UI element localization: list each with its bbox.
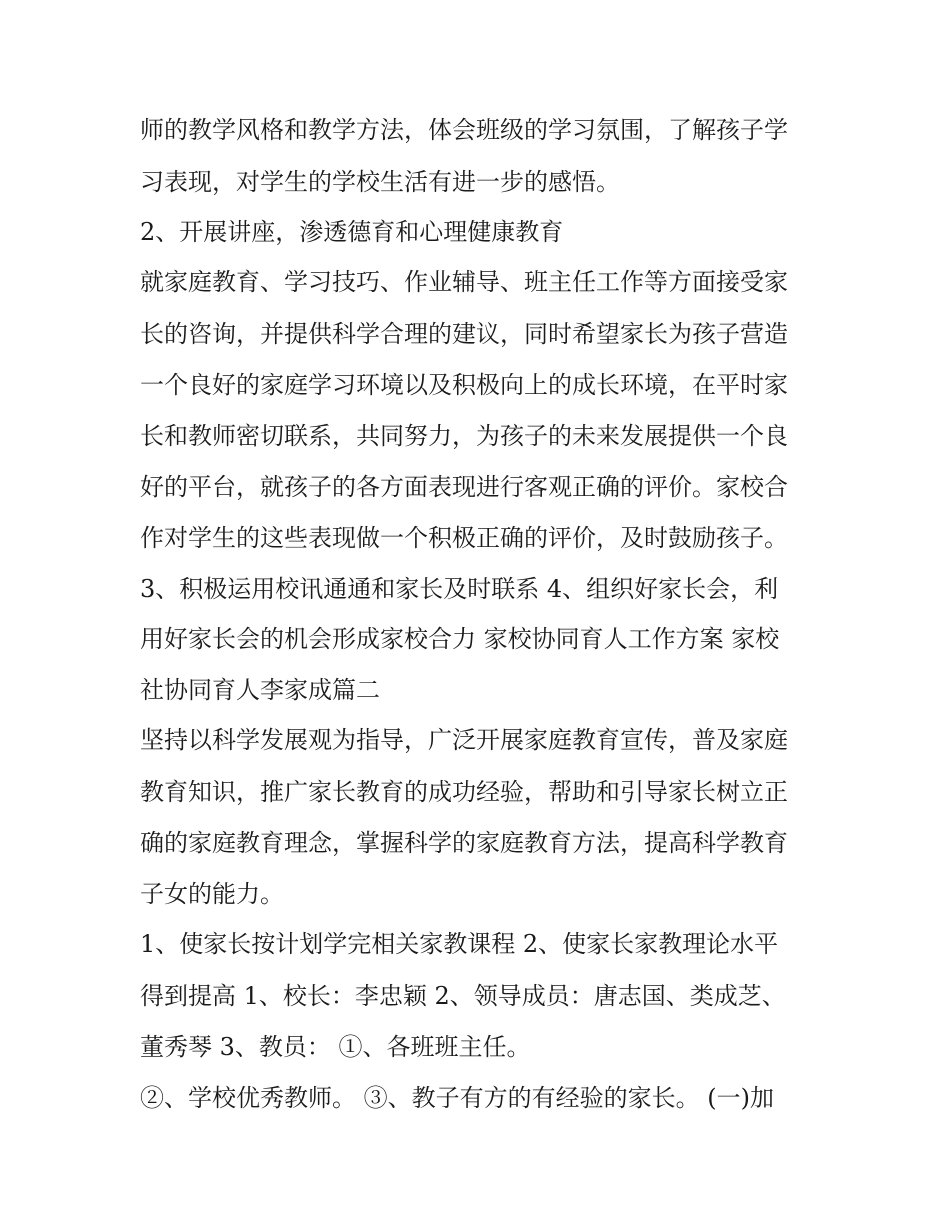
text-line: 1、使家长按计划学完相关家教课程 2、使家长家教理论水平 bbox=[140, 930, 779, 958]
text-line: 教育知识，推广家长教育的成功经验，帮助和引导家长树立正 bbox=[140, 778, 788, 806]
text-line: 确的家庭教育理念，掌握科学的家庭教育方法，提高科学教育 bbox=[140, 829, 788, 857]
text-line: 用好家长会的机会形成家校合力 家校协同育人工作方案 家校 bbox=[140, 625, 780, 653]
text-line: 坚持以科学发展观为指导，广泛开展家庭教育宣传，普及家庭 bbox=[140, 726, 788, 754]
text-line: 3、积极运用校讯通通和家长及时联系 4、组织好家长会，利 bbox=[140, 575, 779, 603]
section-heading: 2、开展讲座，渗透德育和心理健康教育 bbox=[140, 218, 564, 246]
text-line: 就家庭教育、学习技巧、作业辅导、班主任工作等方面接受家 bbox=[140, 268, 788, 296]
text-line: 董秀琴 3、教员： ①、各班班主任。 bbox=[140, 1033, 531, 1061]
text-line: 社协同育人李家成篇二 bbox=[140, 676, 380, 704]
text-line: 子女的能力。 bbox=[140, 880, 284, 908]
text-line: 好的平台，就孩子的各方面表现进行客观正确的评价。家校合 bbox=[140, 473, 788, 501]
text-line: ②、学校优秀教师。 ③、教子有方的有经验的家长。 (一)加 bbox=[140, 1084, 774, 1112]
text-line: 长的咨询，并提供科学合理的建议，同时希望家长为孩子营造 bbox=[140, 320, 788, 348]
text-line: 一个良好的家庭学习环境以及积极向上的成长环境，在平时家 bbox=[140, 371, 788, 399]
text-line: 得到提高 1、校长：李忠颖 2、领导成员：唐志国、类成芝、 bbox=[140, 982, 786, 1010]
text-line: 师的教学风格和教学方法，体会班级的学习氛围，了解孩子学 bbox=[140, 116, 788, 144]
text-line: 习表现，对学生的学校生活有进一步的感悟。 bbox=[140, 168, 620, 196]
text-line: 长和教师密切联系，共同努力，为孩子的未来发展提供一个良 bbox=[140, 422, 788, 450]
text-line: 作对学生的这些表现做一个积极正确的评价，及时鼓励孩子。 bbox=[140, 524, 788, 552]
